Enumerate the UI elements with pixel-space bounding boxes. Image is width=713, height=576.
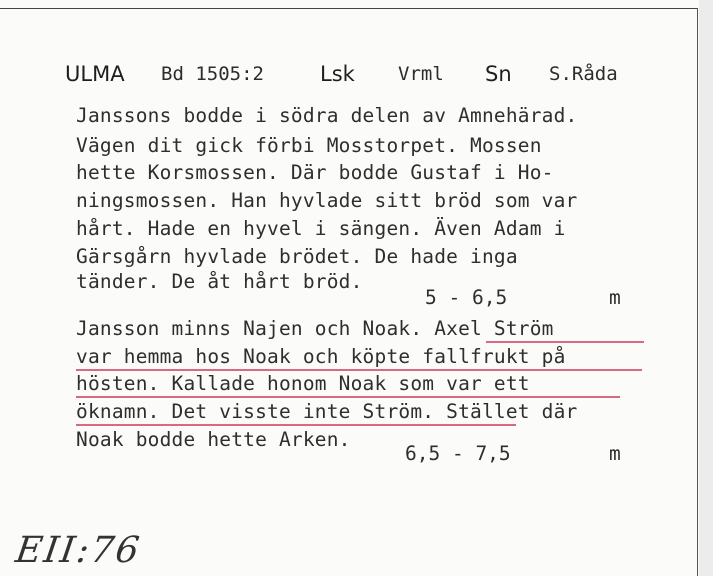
text-line: hårt. Hade en hyvel i sängen. Även Adam i bbox=[76, 217, 566, 240]
text-line: Janssons bodde i södra delen av Amnehärad. bbox=[76, 104, 578, 127]
parish-value: S.Råda bbox=[549, 63, 618, 85]
source-label: ULMA bbox=[65, 62, 125, 86]
position-range: 5 - 6,5 bbox=[425, 286, 508, 309]
text-line: Vägen dit gick förbi Mosstorpet. Mossen bbox=[76, 134, 542, 157]
text-line: Noak bodde hette Arken. bbox=[76, 428, 351, 451]
position-unit: m bbox=[609, 442, 621, 465]
card-right-border bbox=[697, 8, 698, 576]
text-line: hösten. Kallade honom Noak som var ett bbox=[76, 372, 530, 395]
sn-label: Sn bbox=[485, 62, 512, 86]
card-top-border bbox=[0, 8, 698, 9]
underline-mark bbox=[486, 341, 644, 343]
scan-edge bbox=[699, 0, 713, 576]
underline-mark bbox=[76, 369, 642, 371]
record-number: Bd 1505:2 bbox=[161, 63, 264, 85]
position-range: 6,5 - 7,5 bbox=[405, 442, 511, 465]
text-line: Gärsgårn hyvlade brödet. De hade inga bbox=[76, 245, 518, 268]
text-line: tänder. De åt hårt bröd. bbox=[76, 270, 363, 293]
underline-mark bbox=[76, 396, 620, 398]
position-unit: m bbox=[609, 286, 621, 309]
text-line: var hemma hos Noak och köpte fallfrukt på bbox=[76, 345, 566, 368]
underline-mark bbox=[76, 424, 516, 426]
text-line: ningsmossen. Han hyvlade sitt bröd som var bbox=[76, 189, 578, 212]
handwritten-note: EII:76 bbox=[13, 530, 144, 571]
lsk-label: Lsk bbox=[320, 62, 355, 86]
text-line: öknamn. Det visste inte Ström. Stället där bbox=[76, 400, 578, 423]
landscape-value: Vrml bbox=[398, 63, 444, 85]
text-line: hette Korsmossen. Där bodde Gustaf i Ho- bbox=[76, 161, 554, 184]
text-line: Jansson minns Najen och Noak. Axel Ström bbox=[76, 317, 554, 340]
